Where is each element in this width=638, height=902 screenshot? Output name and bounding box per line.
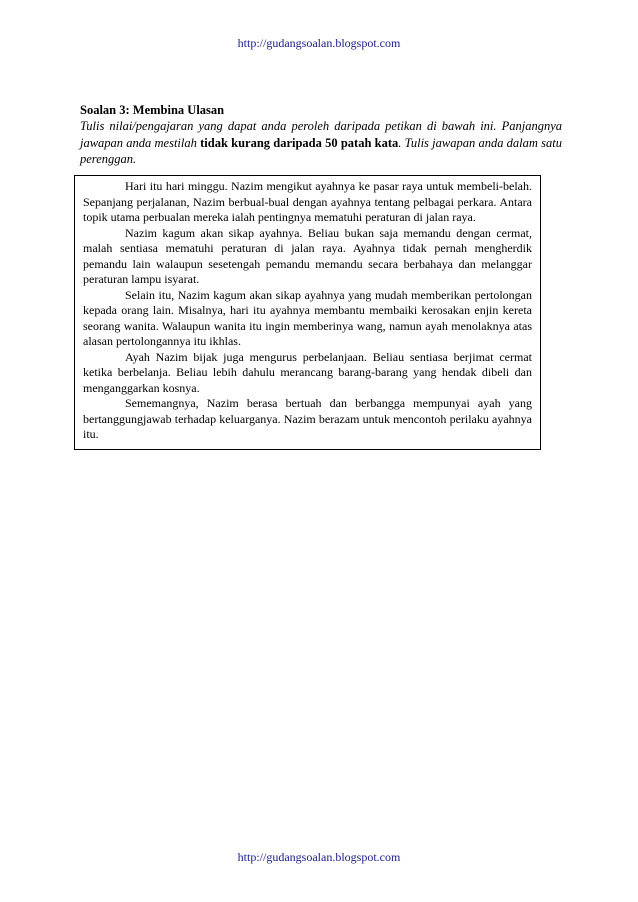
question-title: Soalan 3: Membina Ulasan (80, 103, 225, 117)
passage-paragraph-3: Selain itu, Nazim kagum akan sikap ayahnya yang mudah memberikan pertolongan kepada orang lain. Misalnya, hari itu ayahnya membantu membaiki kerosakan enjin kereta seorang wanita. Walaupun wanita itu ingin memberinya wang, namun ayah menolaknya atas alasan pertolongannya itu ikhlas. (83, 287, 532, 348)
question-section (80, 102, 562, 168)
footer-url-link[interactable]: http://gudangsoalan.blogspot.com (237, 850, 401, 864)
passage-paragraph-2: Nazim kagum akan sikap ayahnya. Beliau bukan saja memandu dengan cermat, malah sentiasa mematuhi peraturan di jalan raya. Ayahnya tidak pernah mengherdik pemandu lain walaupun sesetengah pemandu memandu secara berbahaya dan melanggar peraturan lampu isyarat. (83, 225, 532, 286)
question-instructions (80, 118, 562, 168)
passage-paragraph-4: Ayah Nazim bijak juga mengurus perbelanjaan. Beliau sentiasa berjimat cermat ketika berbelanja. Beliau lebih dahulu merancang barang-barang yang hendak dibeli dan menganggarkan kosnya. (83, 349, 532, 395)
instruction-text-part1: Tulis nilai/pengajaran yang dapat anda peroleh daripada petikan di bawah ini. Panjangnya jawapan anda mestilah (80, 119, 562, 150)
header-url-link[interactable]: http://gudangsoalan.blogspot.com (237, 36, 401, 50)
instruction-word-count-emphasis: tidak kurang daripada 50 patah kata (200, 135, 399, 150)
instruction-text-part2: . Tulis jawapan anda dalam satu perenggan. (80, 135, 562, 166)
passage-paragraph-1: Hari itu hari minggu. Nazim mengikut ayahnya ke pasar raya untuk membeli-belah. Sepanjang perjalanan, Nazim berbual-bual dengan ayahnya tentang pelbagai perkara. Antara topik utama perbualan mereka ialah pentingnya mematuhi peraturan di jalan raya. (83, 179, 532, 224)
passage-paragraph-5: Sememangnya, Nazim berasa bertuah dan berbangga mempunyai ayah yang bertanggungjawab terhadap keluarganya. Nazim berazam untuk mencontoh perilaku ayahnya itu. (83, 396, 532, 441)
passage-box (74, 175, 541, 450)
